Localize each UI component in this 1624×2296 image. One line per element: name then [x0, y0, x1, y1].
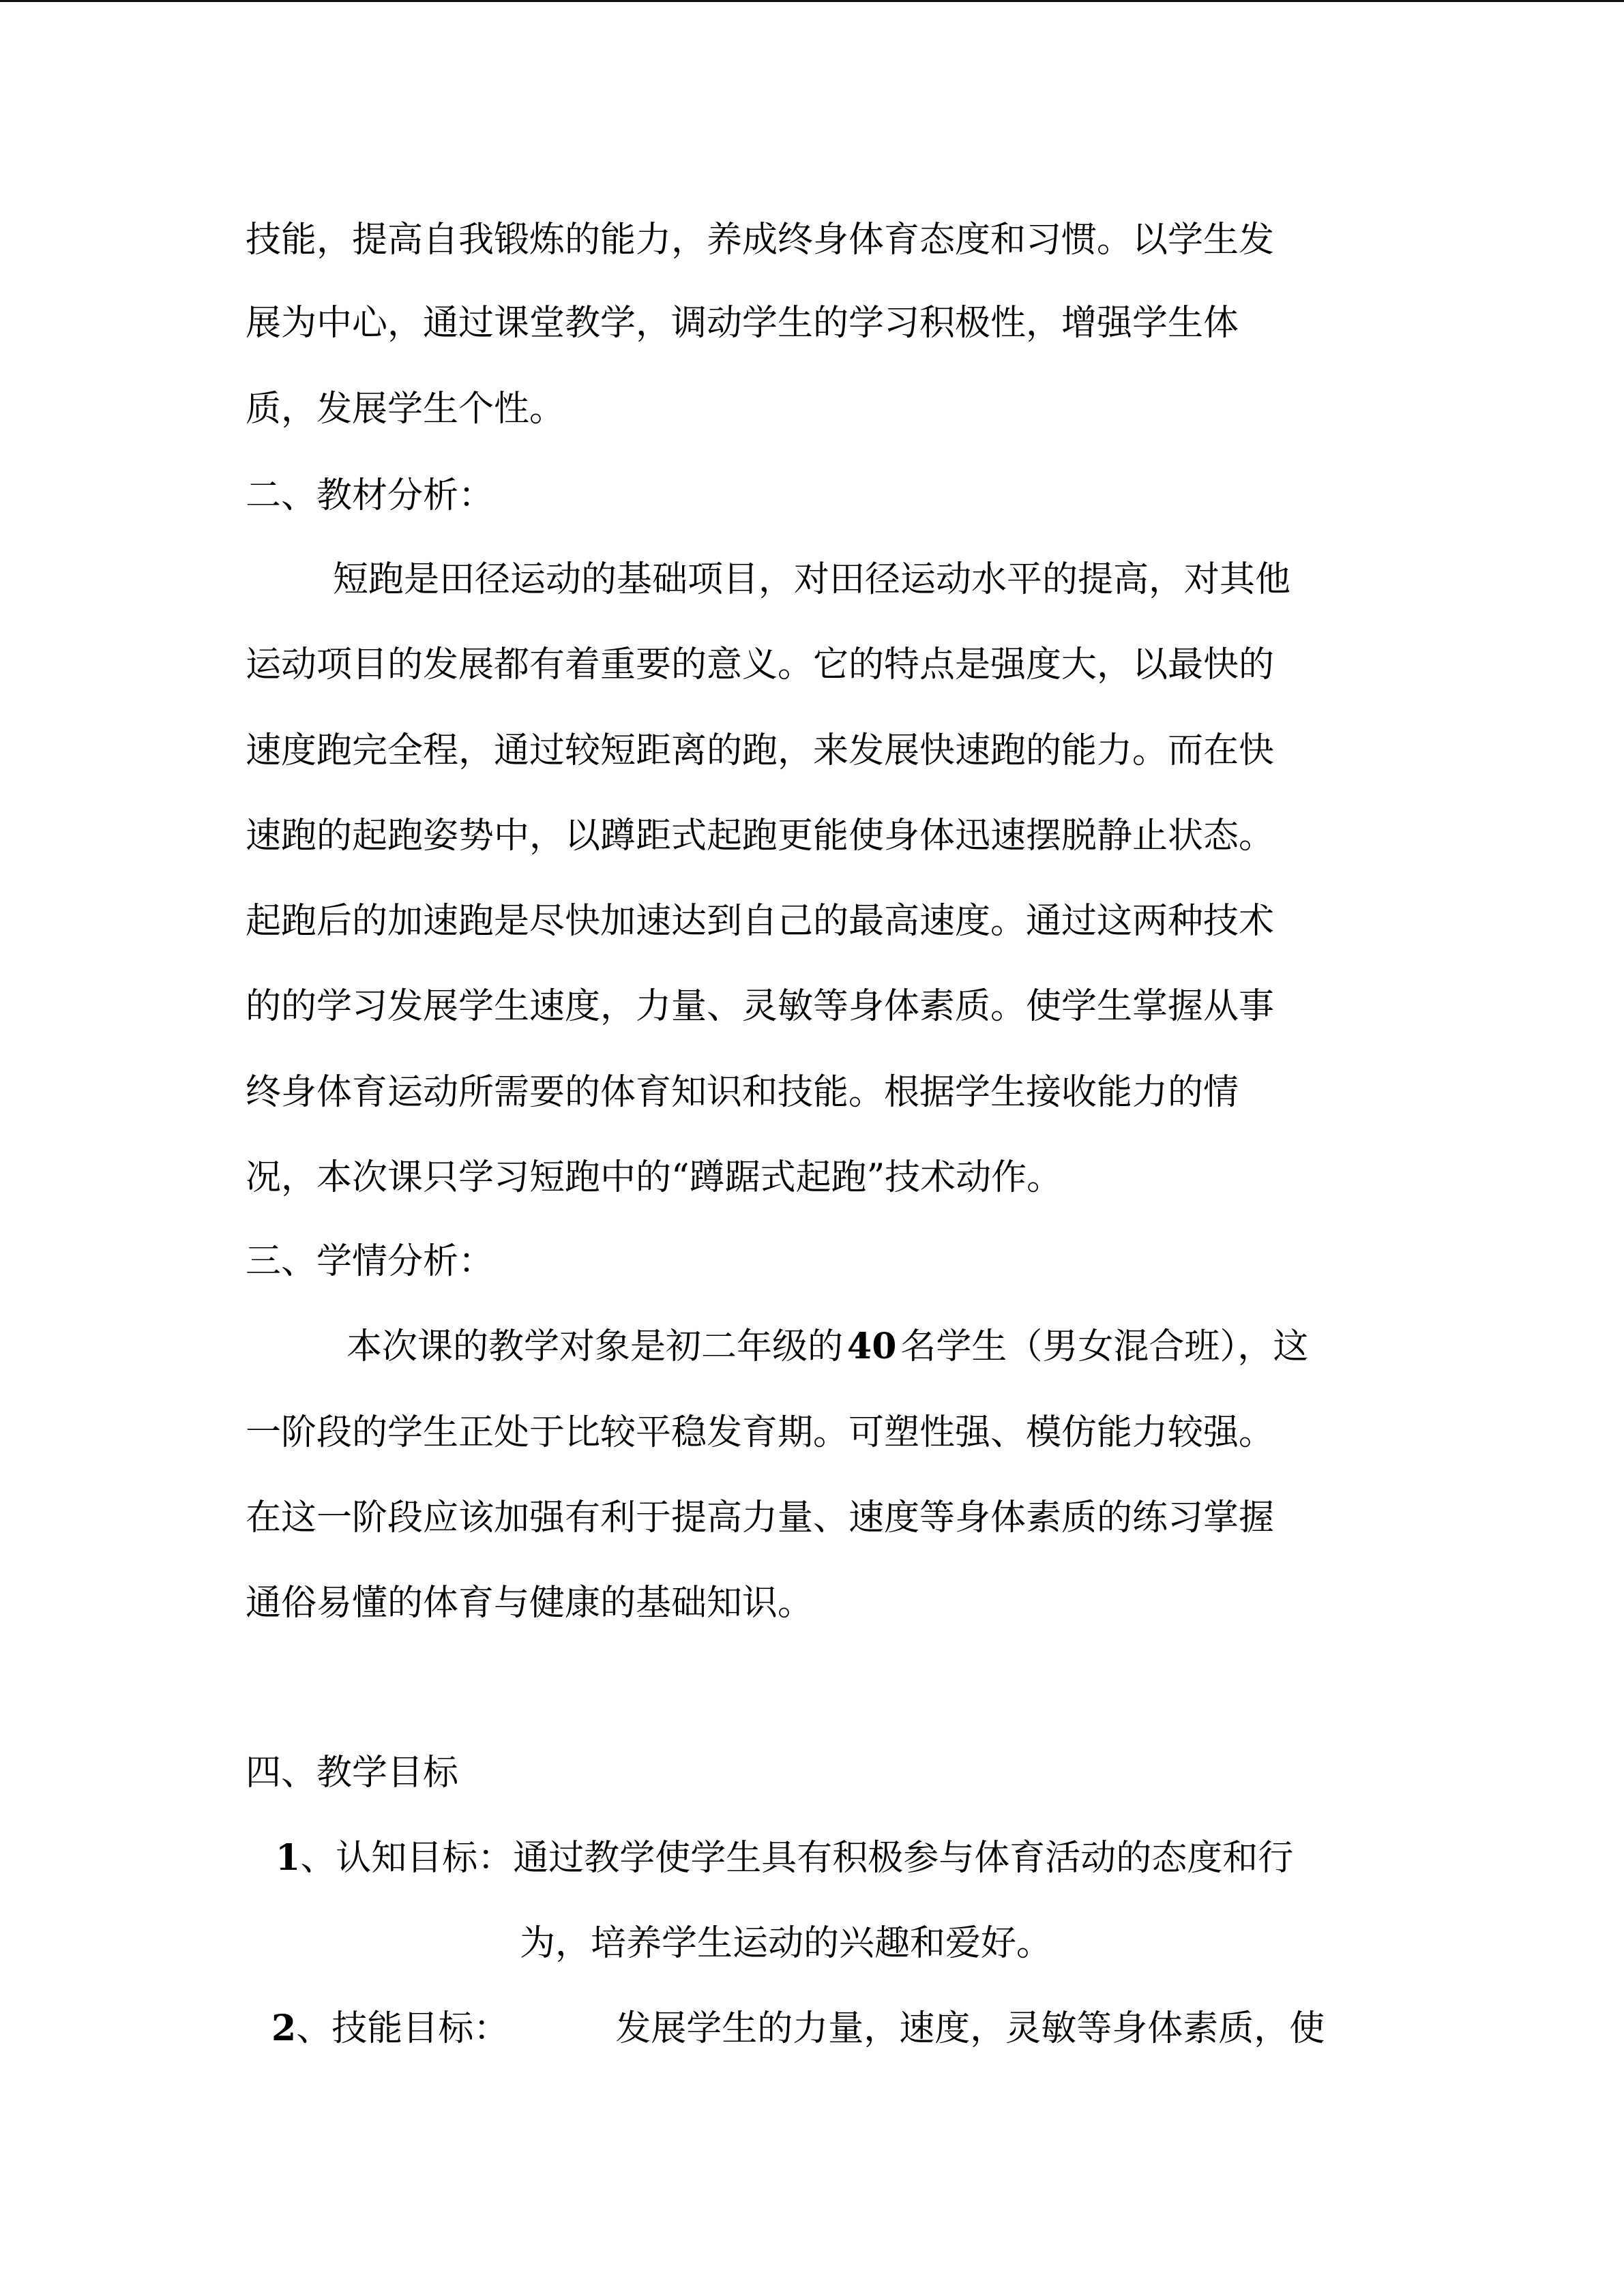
paragraph-line: 为，培养学生运动的兴趣和爱好。	[520, 1923, 1052, 1964]
paragraph-line: 展为中心，通过课堂教学，调动学生的学习积极性，增强学生体	[246, 303, 1239, 344]
paragraph-line: 速度跑完全程，通过较短距离的跑，来发展快速跑的能力。而在快	[246, 730, 1275, 771]
paragraph-line: 运动项目的发展都有着重要的意义。它的特点是强度大，以最快的	[246, 644, 1275, 685]
text-run: 发展学生的力量，速度，灵敏等身体素质，使	[615, 2008, 1325, 2049]
paragraph-line: 一阶段的学生正处于比较平稳发育期。可塑性强、模仿能力较强。	[246, 1412, 1275, 1453]
paragraph-line	[346, 1326, 1308, 1367]
paragraph-line: 终身体育运动所需要的体育知识和技能。根据学生接收能力的情	[246, 1072, 1239, 1113]
text-run: 、认知目标：通过教学使学生具有积极参与体育活动的态度和行	[300, 1838, 1294, 1879]
student-count: 40	[847, 1326, 897, 1367]
objective-item	[276, 1838, 1293, 1879]
paragraph-line: 起跑后的加速跑是尽快加速达到自己的最高速度。通过这两种技术	[246, 901, 1275, 942]
text-run: 本次课的教学对象是初二年级的	[346, 1326, 844, 1367]
paragraph-line: 质，发展学生个性。	[246, 389, 565, 430]
paragraph-line: 在这一阶段应该加强有利于提高力量、速度等身体素质的练习掌握	[246, 1497, 1275, 1538]
objective-item	[271, 2008, 1325, 2049]
objective-number: 2	[271, 2008, 297, 2049]
objective-number: 1	[276, 1837, 301, 1879]
text-run: 、技能目标：	[296, 2008, 510, 2049]
section-heading: 二、教材分析：	[246, 475, 494, 516]
paragraph-line: 况，本次课只学习短跑中的“蹲踞式起跑”技术动作。	[246, 1157, 1063, 1198]
paragraph-line: 短跑是田径运动的基础项目，对田径运动水平的提高，对其他	[333, 559, 1291, 600]
page-top-border	[0, 0, 1624, 2]
section-heading: 三、学情分析：	[246, 1241, 494, 1282]
section-heading: 四、教学目标	[246, 1753, 459, 1793]
paragraph-line: 通俗易懂的体育与健康的基础知识。	[246, 1583, 814, 1624]
paragraph-line: 技能，提高自我锻炼的能力，养成终身体育态度和习惯。以学生发	[246, 220, 1275, 260]
paragraph-line: 速跑的起跑姿势中，以蹲距式起跑更能使身体迅速摆脱静止状态。	[246, 816, 1275, 856]
text-run: 名学生（男女混合班），这	[900, 1326, 1309, 1367]
paragraph-line: 的的学习发展学生速度，力量、灵敏等身体素质。使学生掌握从事	[246, 986, 1275, 1027]
